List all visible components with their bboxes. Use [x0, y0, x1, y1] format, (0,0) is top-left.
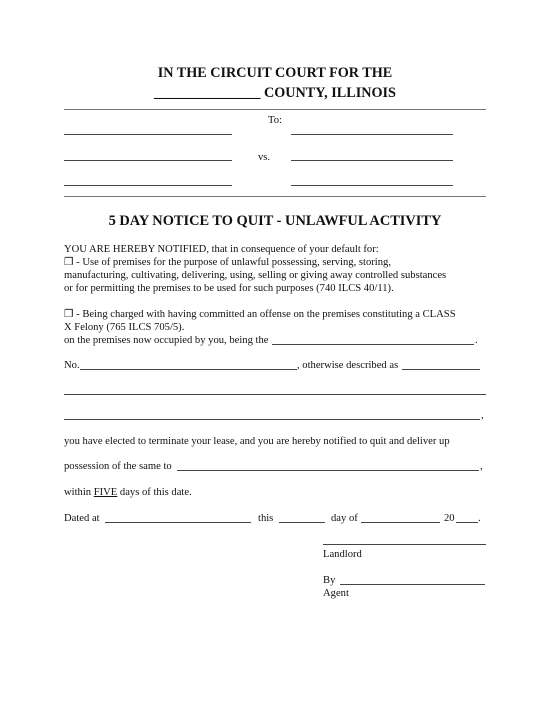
year-prefix: 20 [444, 513, 455, 524]
within-post: days of this date. [117, 487, 192, 498]
option-1-line-2: manufacturing, cultivating, delivering, using, selling or giving away controlled substances [64, 270, 447, 281]
option-1-line-3: or for permitting the premises to be used for such purposes (740 ILCS 40/11). [64, 283, 394, 294]
otherwise-text: , otherwise described as [297, 360, 399, 371]
otherwise-blank[interactable] [402, 369, 480, 370]
to-label: To: [268, 115, 282, 126]
vs-label: vs. [258, 152, 271, 163]
landlord-signature-line[interactable] [323, 544, 486, 545]
within-five: FIVE [93, 487, 118, 498]
premises-text: on the premises now occupied by you, being the [64, 335, 269, 346]
possession-blank[interactable] [177, 470, 479, 471]
county-blank[interactable]: _______________ [154, 85, 261, 101]
plaintiff-line-3[interactable] [64, 185, 232, 186]
plaintiff-line-1[interactable] [64, 134, 232, 135]
agent-signature-line[interactable] [340, 584, 485, 585]
description-line-2[interactable] [64, 419, 480, 420]
within-pre: within [64, 487, 94, 498]
dated-at-label: Dated at [64, 513, 100, 524]
option-2-line-1[interactable]: ❒ - Being charged with having committed an offense on the premises constituting a CLASS [64, 309, 456, 320]
county-heading [0, 85, 550, 102]
defendant-line-3[interactable] [291, 185, 453, 186]
month-blank[interactable] [361, 522, 440, 523]
address-number-blank[interactable] [80, 369, 297, 370]
day-blank[interactable] [279, 522, 325, 523]
caption-bottom-rule [64, 196, 486, 197]
description-comma: , [481, 410, 484, 421]
plaintiff-line-2[interactable] [64, 160, 232, 161]
no-label: No. [64, 360, 80, 371]
premises-blank[interactable] [272, 344, 474, 345]
dated-period: . [478, 513, 481, 524]
defendant-line-1[interactable] [291, 134, 453, 135]
intro-text: YOU ARE HEREBY NOTIFIED, that in consequence of your default for: [64, 244, 379, 255]
defendant-line-2[interactable] [291, 160, 453, 161]
terminate-text: you have elected to terminate your lease, and you are hereby notified to quit and deliver up [64, 436, 450, 447]
day-of-label: day of [331, 513, 358, 524]
this-label: this [258, 513, 274, 524]
year-blank[interactable] [456, 522, 478, 523]
possession-comma: , [480, 461, 483, 472]
premises-period: . [475, 335, 478, 346]
dated-at-blank[interactable] [105, 522, 251, 523]
caption-top-rule [64, 109, 486, 110]
possession-text: possession of the same to [64, 461, 172, 472]
option-2-line-2: X Felony (765 ILCS 705/5). [64, 322, 185, 333]
description-line-1[interactable] [64, 394, 486, 395]
county-suffix: COUNTY, ILLINOIS [260, 85, 396, 101]
court-heading: IN THE CIRCUIT COURT FOR THE [157, 65, 393, 81]
option-1-line-1[interactable]: ❒ - Use of premises for the purpose of unlawful possessing, serving, storing, [64, 257, 391, 268]
agent-label: Agent [323, 588, 349, 599]
notice-title: 5 DAY NOTICE TO QUIT - UNLAWFUL ACTIVITY [108, 213, 442, 229]
within-text [64, 486, 192, 499]
by-label: By [323, 575, 336, 586]
landlord-label: Landlord [323, 549, 362, 560]
